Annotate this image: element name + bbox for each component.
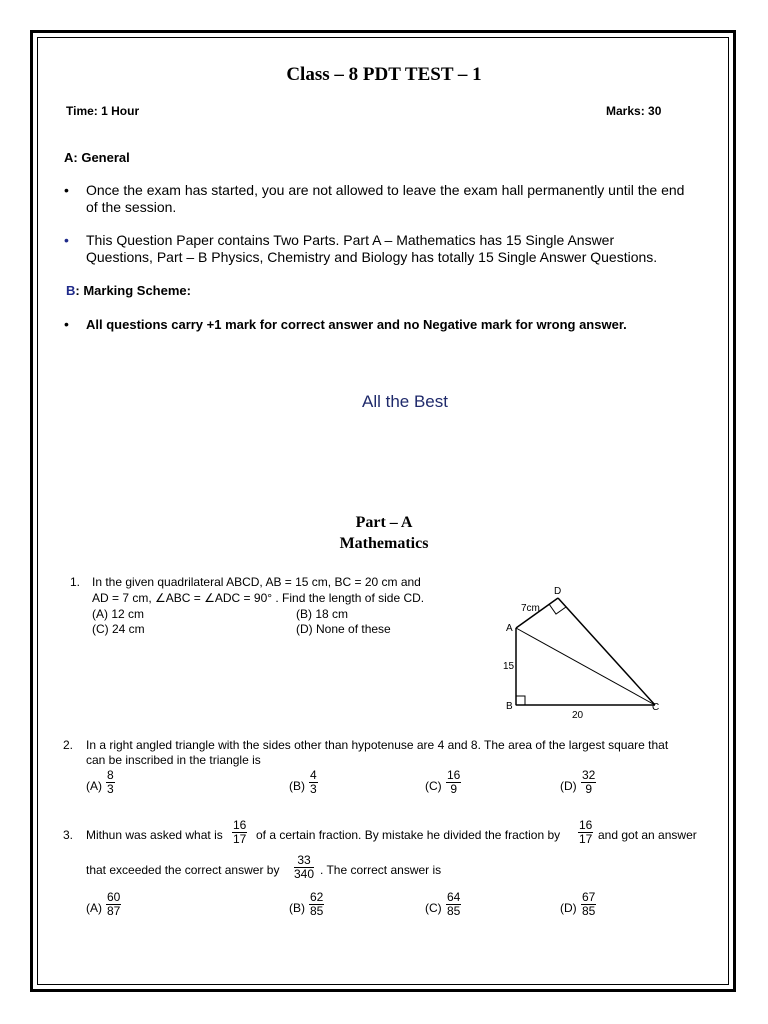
vertex-c-label: C	[652, 702, 660, 713]
question-3-text3: and got an answer	[598, 828, 697, 842]
option-a: (A) 12 cm	[92, 607, 145, 621]
question-3-fraction-1	[232, 819, 247, 846]
side-bc-label: 20	[572, 710, 584, 720]
question-number: 3.	[63, 828, 74, 842]
option-c-fraction	[446, 769, 461, 796]
denominator: 340	[294, 867, 315, 881]
numerator: 60	[107, 890, 121, 904]
question-1-line2: AD = 7 cm, ∠ABC = ∠ADC = 90° . Find the length of side CD.	[92, 591, 425, 605]
general-rule-2-line1: This Question Paper contains Two Parts. Part A – Mathematics has 15 Single Answer	[86, 232, 615, 248]
option-d: (D) None of these	[296, 622, 391, 636]
part-a-title: Part – A	[355, 514, 413, 531]
question-3-text4: that exceeded the correct answer by	[86, 863, 280, 877]
marks-label: Marks: 30	[606, 104, 662, 118]
question-3-text1: Mithun was asked what is	[86, 828, 223, 842]
option-b: (B) 18 cm	[296, 607, 349, 621]
option-a-label: (A)	[86, 779, 102, 793]
denominator: 9	[450, 782, 458, 796]
numerator: 16	[579, 818, 593, 832]
numerator: 67	[582, 890, 596, 904]
vertex-a-label: A	[506, 623, 513, 634]
denominator: 85	[310, 904, 324, 918]
denominator: 9	[585, 782, 593, 796]
quadrilateral-diagram	[480, 580, 670, 720]
option-b-label: (B)	[289, 779, 305, 793]
section-b-heading	[66, 283, 191, 298]
question-number: 1.	[70, 575, 81, 589]
numerator: 62	[310, 890, 324, 904]
question-3-fraction-2	[578, 819, 593, 846]
right-angle-d-icon	[549, 604, 566, 614]
denominator: 85	[582, 904, 596, 918]
section-b-heading-text: : Marking Scheme:	[75, 283, 191, 298]
general-rule-2-line2: Questions, Part – B Physics, Chemistry and Biology has totally 15 Single Answer Questions.	[86, 249, 658, 265]
option-c-fraction	[446, 891, 461, 918]
question-2-line1: In a right angled triangle with the sides other than hypotenuse are 4 and 8. The area of the largest square that	[86, 738, 669, 752]
option-a-fraction	[106, 769, 115, 796]
option-a-label: (A)	[86, 901, 102, 915]
question-number: 2.	[63, 738, 74, 752]
option-c-label: (C)	[425, 779, 442, 793]
numerator: 32	[582, 768, 596, 782]
option-b-label: (B)	[289, 901, 305, 915]
denominator: 3	[310, 782, 317, 796]
part-a-subtitle: Mathematics	[339, 535, 429, 552]
side-ab-label: 15	[503, 661, 515, 672]
numerator: 16	[233, 818, 247, 832]
page-title: Class – 8 PDT TEST – 1	[286, 64, 482, 85]
side-dc	[558, 598, 655, 705]
numerator: 64	[447, 890, 461, 904]
diagonal-ac	[516, 628, 655, 705]
time-label: Time: 1 Hour	[66, 104, 140, 118]
bullet-icon: •	[64, 232, 69, 248]
option-b-fraction	[309, 891, 324, 918]
marking-rule: All questions carry +1 mark for correct answer and no Negative mark for wrong answer.	[86, 317, 627, 332]
right-angle-b-icon	[516, 696, 525, 705]
bullet-icon: •	[64, 182, 69, 198]
numerator: 16	[447, 768, 461, 782]
question-3-text5: . The correct answer is	[320, 863, 442, 877]
option-c-label: (C)	[425, 901, 442, 915]
numerator: 8	[107, 768, 114, 782]
section-a-heading: A: General	[64, 150, 130, 165]
question-3-text2: of a certain fraction. By mistake he divided the fraction by	[256, 828, 561, 842]
general-rule-1-line1: Once the exam has started, you are not allowed to leave the exam hall permanently until the end	[86, 182, 685, 198]
question-3-fraction-3	[294, 854, 314, 881]
option-d-fraction	[581, 891, 596, 918]
denominator: 17	[579, 832, 593, 846]
question-1-line1: In the given quadrilateral ABCD, AB = 15 cm, BC = 20 cm and	[92, 575, 421, 589]
denominator: 3	[107, 782, 114, 796]
option-d-label: (D)	[560, 779, 577, 793]
vertex-b-label: B	[506, 701, 513, 712]
option-c: (C) 24 cm	[92, 622, 145, 636]
general-rule-1-line2: of the session.	[86, 199, 177, 215]
option-d-label: (D)	[560, 901, 577, 915]
side-ad-label: 7cm	[521, 603, 540, 614]
greeting: All the Best	[362, 392, 448, 411]
question-2-line2: can be inscribed in the triangle is	[86, 753, 261, 767]
numerator: 4	[310, 768, 317, 782]
denominator: 87	[107, 904, 121, 918]
numerator: 33	[294, 854, 314, 868]
vertex-d-label: D	[554, 586, 562, 597]
option-b-fraction	[309, 769, 318, 796]
option-a-fraction	[106, 891, 121, 918]
denominator: 17	[233, 832, 247, 846]
denominator: 85	[447, 904, 461, 918]
bullet-icon: •	[64, 316, 69, 332]
section-b-letter: B	[66, 283, 76, 298]
option-d-fraction	[581, 769, 596, 796]
